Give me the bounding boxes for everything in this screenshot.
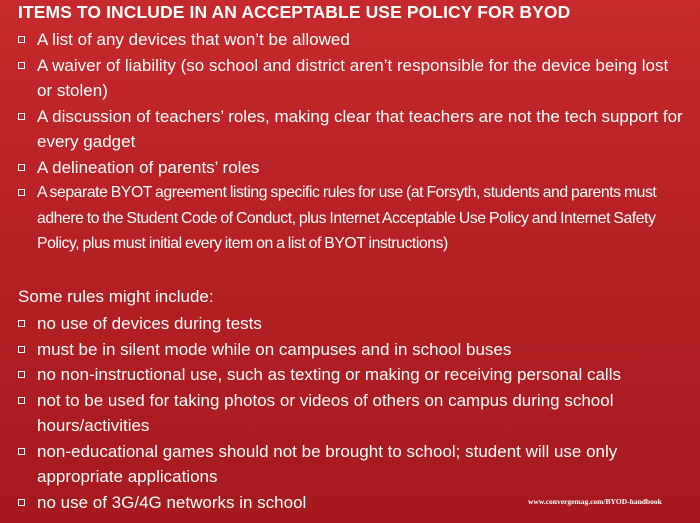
policy-items-list: [18, 27, 688, 257]
square-bullet-icon: [18, 189, 25, 196]
square-bullet-icon: [18, 113, 25, 120]
list-item-text: A waiver of liability (so school and district aren’t responsible for the device being lost or stolen): [37, 55, 669, 100]
square-bullet-icon: [18, 320, 25, 327]
rules-list: [18, 311, 688, 515]
square-bullet-icon: [18, 397, 25, 404]
list-item-text: non-educational games should not be brought to school; student will use only appropriate applications: [37, 441, 618, 486]
list-item-text: not to be used for taking photos or videos of others on campus during school hours/activities: [37, 390, 614, 435]
square-bullet-icon: [18, 499, 25, 506]
slide-title: ITEMS TO INCLUDE IN AN ACCEPTABLE USE POLICY FOR BYOD: [18, 2, 571, 22]
square-bullet-icon: [18, 62, 25, 69]
list-item-text: no non-instructional use, such as texting or making or receiving personal calls: [37, 365, 621, 384]
list-item-text: no use of 3G/4G networks in school: [37, 492, 307, 512]
list-item: [18, 439, 688, 490]
list-item-text: no use of devices during tests: [37, 314, 262, 333]
list-item: [18, 155, 688, 181]
square-bullet-icon: [18, 346, 25, 353]
list-item: [18, 180, 688, 257]
rules-heading: Some rules might include:: [18, 287, 214, 306]
source-link[interactable]: www.convergemag.com/BYOD-handbook: [528, 497, 662, 506]
square-bullet-icon: [18, 164, 25, 171]
square-bullet-icon: [18, 448, 25, 455]
list-item: [18, 388, 688, 439]
list-item-text: must be in silent mode while on campuses and in school buses: [37, 339, 512, 359]
list-item-text: A list of any devices that won’t be allowed: [37, 30, 350, 49]
list-item-text: A separate BYOT agreement listing specific rules for use (at Forsyth, students and parents must adhere to the Student Code of Conduct, plus Internet Acceptable Use Policy and Internet Safety Policy, plus must initial every item on a list of BYOT instructions): [37, 184, 657, 252]
list-item: [18, 311, 688, 337]
square-bullet-icon: [18, 371, 25, 378]
list-item: [18, 104, 688, 155]
list-item: [18, 337, 688, 363]
list-item: [18, 53, 688, 104]
list-item: [18, 362, 688, 388]
list-item-text: A discussion of teachers’ roles, making clear that teachers are not the tech support for every gadget: [37, 106, 683, 151]
square-bullet-icon: [18, 36, 25, 43]
list-item: [18, 27, 688, 53]
list-item-text: A delineation of parents’ roles: [37, 157, 260, 177]
